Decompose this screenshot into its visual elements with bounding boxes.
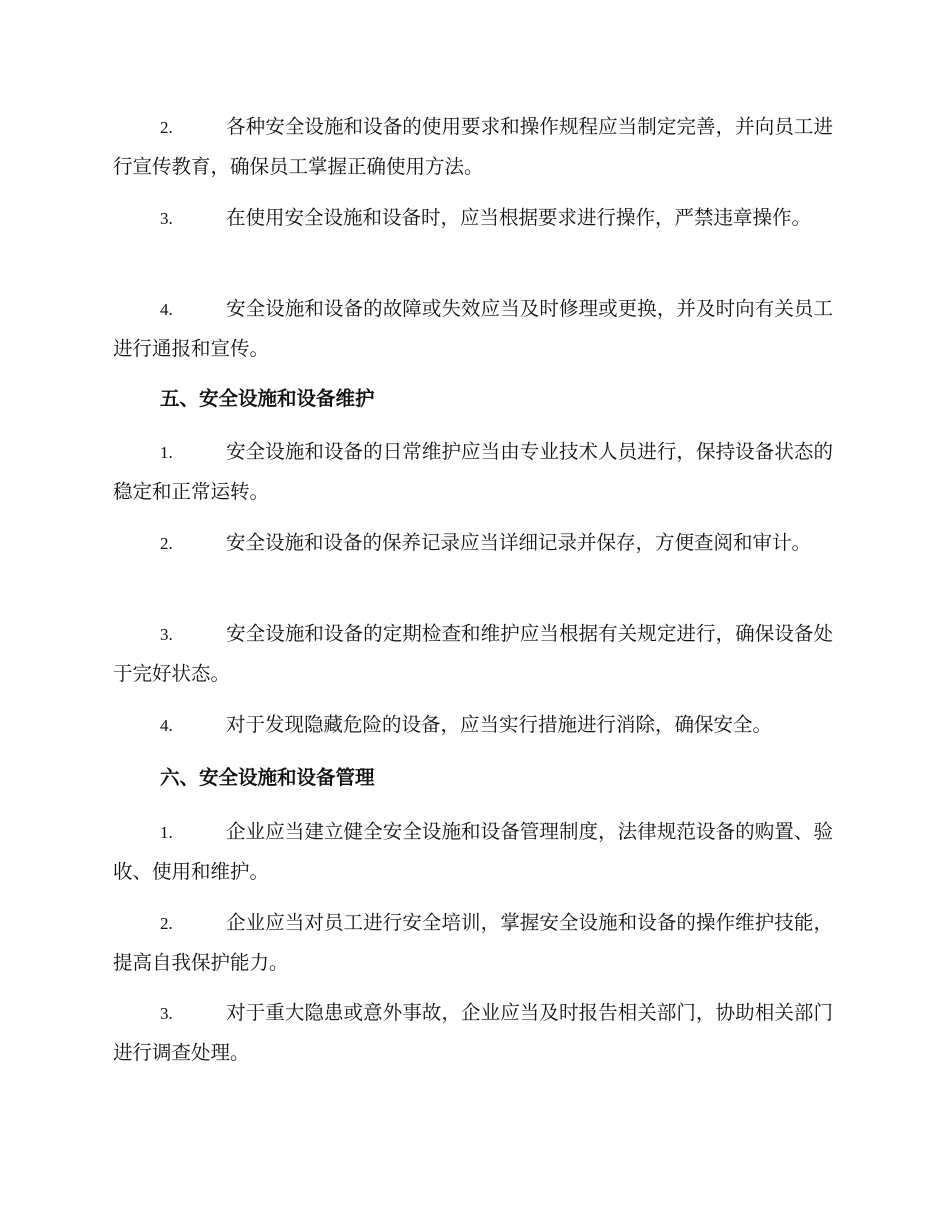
list-item [113,107,833,186]
section-heading: 五、安全设施和设备维护 [160,387,375,410]
item-number: 2. [160,118,173,137]
list-item [113,903,833,982]
item-text: 在使用安全设施和设备时，应当根据要求进行操作，严禁违章操作。 [226,206,812,229]
list-item [113,289,833,368]
item-text: 安全设施和设备的定期检查和维护应当根据有关规定进行，确保设备处于完好状态。 [113,622,833,685]
list-item [113,198,833,238]
item-number: 1. [160,823,173,842]
item-number: 2. [160,534,173,553]
list-item [113,614,833,693]
item-number: 3. [160,1004,173,1023]
item-number: 2. [160,914,173,933]
list-item [113,705,833,745]
section-heading: 六、安全设施和设备管理 [160,766,375,789]
item-number: 4. [160,300,173,319]
item-text: 安全设施和设备的保养记录应当详细记录并保存，方便查阅和审计。 [226,531,812,554]
item-text: 对于重大隐患或意外事故，企业应当及时报告相关部门，协助相关部门进行调查处理。 [113,1001,833,1064]
item-text: 安全设施和设备的日常维护应当由专业技术人员进行，保持设备状态的稳定和正常运转。 [113,440,833,503]
list-item [113,523,833,563]
item-text: 对于发现隐藏危险的设备，应当实行措施进行消除，确保安全。 [226,713,773,736]
item-text: 企业应当建立健全安全设施和设备管理制度，法律规范设备的购置、验收、使用和维护。 [113,820,833,883]
item-text: 各种安全设施和设备的使用要求和操作规程应当制定完善，并向员工进行宣传教育，确保员工掌握正确使用方法。 [113,115,833,178]
item-text: 企业应当对员工进行安全培训，掌握安全设施和设备的操作维护技能，提高自我保护能力。 [113,911,833,974]
item-number: 3. [160,209,173,228]
item-text: 安全设施和设备的故障或失效应当及时修理或更换，并及时向有关员工进行通报和宣传。 [113,297,833,360]
list-item [113,812,833,891]
item-number: 4. [160,716,173,735]
list-item [113,993,833,1072]
item-number: 1. [160,443,173,462]
item-number: 3. [160,625,173,644]
list-item [113,432,833,511]
